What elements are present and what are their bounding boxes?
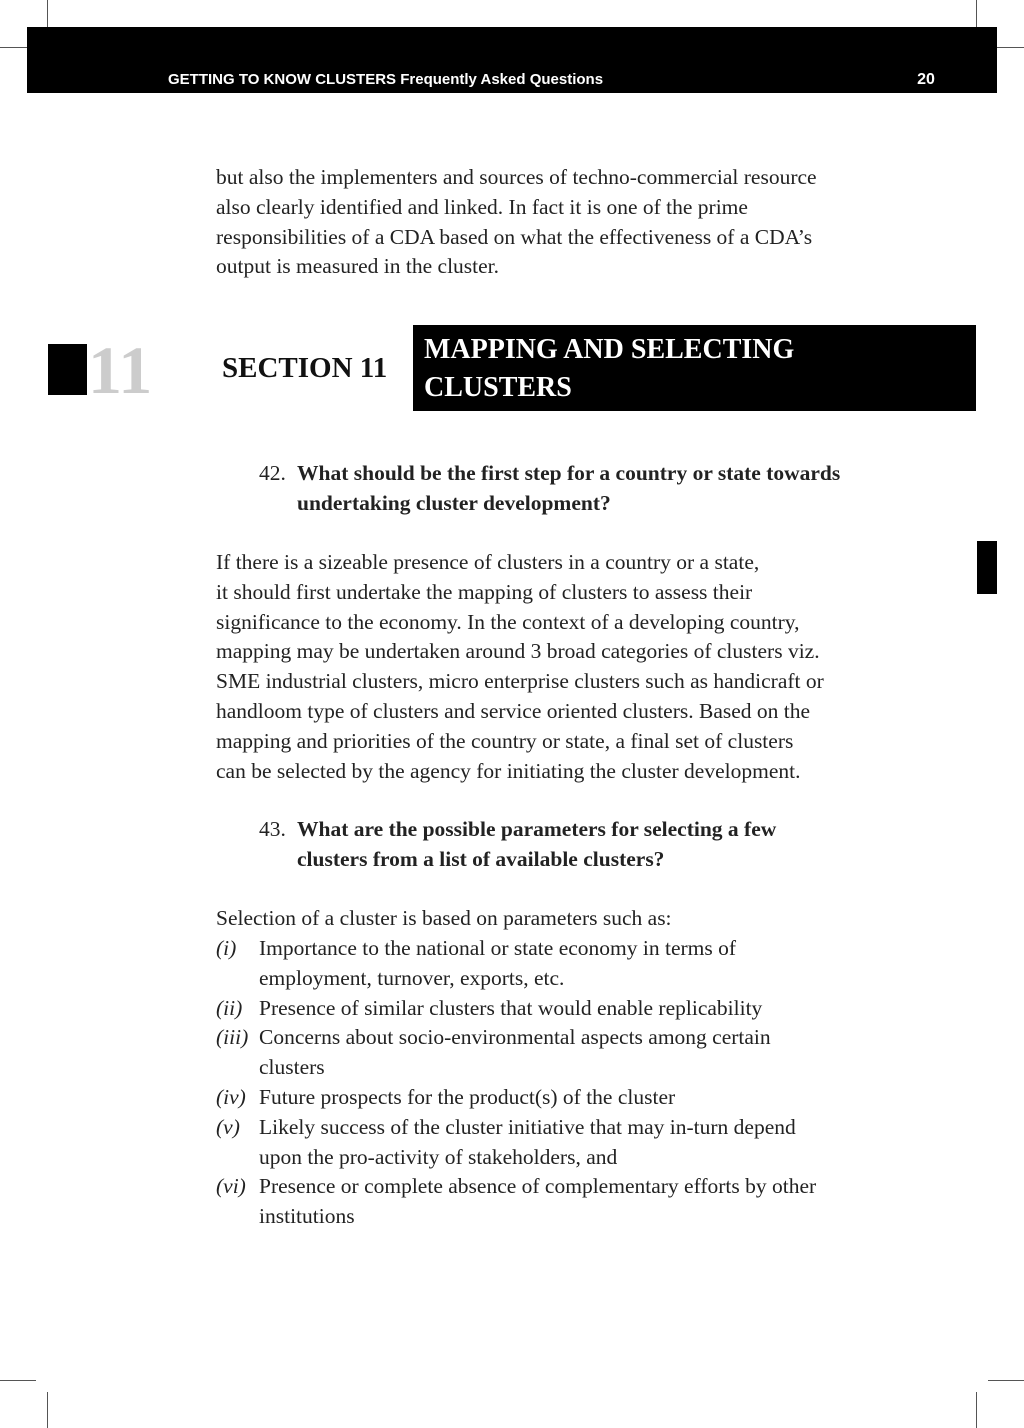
- crop-mark: [47, 1392, 48, 1428]
- thumb-tab: [977, 541, 997, 594]
- list-item-line: upon the pro-activity of stakeholders, and: [259, 1144, 618, 1169]
- section-title: [424, 331, 794, 407]
- section-marker-square: [48, 344, 87, 395]
- answer-43-intro: [216, 904, 936, 934]
- question-text: [297, 815, 776, 875]
- page-number: 20: [917, 71, 935, 88]
- list-item-line: Presence or complete absence of complementary efforts by other: [259, 1174, 817, 1199]
- list-item: [216, 994, 936, 1024]
- list-item: [216, 1023, 936, 1083]
- list-item-line: Likely success of the cluster initiative that may in-turn depend: [259, 1114, 796, 1139]
- question-text: [297, 459, 840, 519]
- running-header-title: GETTING TO KNOW CLUSTERS Frequently Asked Questions: [168, 71, 604, 88]
- crop-mark: [988, 1380, 1024, 1381]
- text-line: significance to the economy. In the context of a developing country,: [216, 609, 800, 634]
- text-line: also clearly identified and linked. In fact it is one of the prime: [216, 194, 748, 219]
- list-item: [216, 934, 936, 994]
- list-item-line: Concerns about socio-environmental aspects among certain: [259, 1025, 771, 1050]
- question-line: clusters from a list of available clusters?: [297, 846, 665, 871]
- intro-paragraph: [216, 163, 936, 282]
- text-line: can be selected by the agency for initiating the cluster development.: [216, 758, 801, 783]
- text-line: mapping and priorities of the country or state, a final set of clusters: [216, 728, 794, 753]
- list-item-line: employment, turnover, exports, etc.: [259, 965, 565, 990]
- answer-42-paragraph: [216, 548, 936, 786]
- text-line: SME industrial clusters, micro enterprise clusters such as handicraft or: [216, 669, 824, 694]
- section-label: SECTION 11: [222, 352, 388, 384]
- question-42: [259, 459, 959, 519]
- text-line: output is measured in the cluster.: [216, 254, 500, 279]
- list-marker: (i): [216, 936, 237, 960]
- section-title-line: MAPPING AND SELECTING: [424, 334, 795, 365]
- question-line: undertaking cluster development?: [297, 490, 611, 515]
- section-number: 11: [88, 332, 153, 408]
- text-line: responsibilities of a CDA based on what the effectiveness of a CDA’s: [216, 224, 813, 249]
- crop-mark: [976, 1392, 977, 1428]
- question-number: 43.: [259, 817, 286, 841]
- crop-mark: [0, 1380, 36, 1381]
- text-line: mapping may be undertaken around 3 broad categories of clusters viz.: [216, 639, 820, 664]
- list-marker: (iii): [216, 1025, 249, 1050]
- text-line: handloom type of clusters and service oriented clusters. Based on the: [216, 698, 811, 723]
- text-line: If there is a sizeable presence of clusters in a country or a state,: [216, 550, 760, 574]
- text-line: Selection of a cluster is based on parameters such as:: [216, 906, 672, 930]
- question-line: What should be the first step for a country or state towards: [297, 461, 841, 485]
- list-item-line: Presence of similar clusters that would enable replicability: [259, 995, 763, 1020]
- list-item: [216, 1172, 936, 1232]
- question-43: [259, 815, 959, 875]
- list-item-line: clusters: [259, 1055, 325, 1080]
- text-line: it should first undertake the mapping of clusters to assess their: [216, 579, 753, 604]
- list-marker: (ii): [216, 995, 243, 1020]
- section-title-line: CLUSTERS: [424, 372, 572, 403]
- question-number: 42.: [259, 461, 286, 485]
- list-marker: (iv): [216, 1084, 246, 1109]
- criteria-list: [216, 934, 936, 1232]
- list-item: [216, 1113, 936, 1173]
- question-line: What are the possible parameters for selecting a few: [297, 817, 777, 841]
- list-marker: (vi): [216, 1174, 246, 1199]
- list-marker: (v): [216, 1114, 240, 1139]
- list-item-line: Future prospects for the product(s) of the cluster: [259, 1084, 676, 1109]
- list-item-line: institutions: [259, 1204, 355, 1229]
- text-line: but also the implementers and sources of techno-commercial resource: [216, 165, 817, 189]
- list-item: [216, 1083, 936, 1113]
- list-item-line: Importance to the national or state economy in terms of: [259, 936, 737, 960]
